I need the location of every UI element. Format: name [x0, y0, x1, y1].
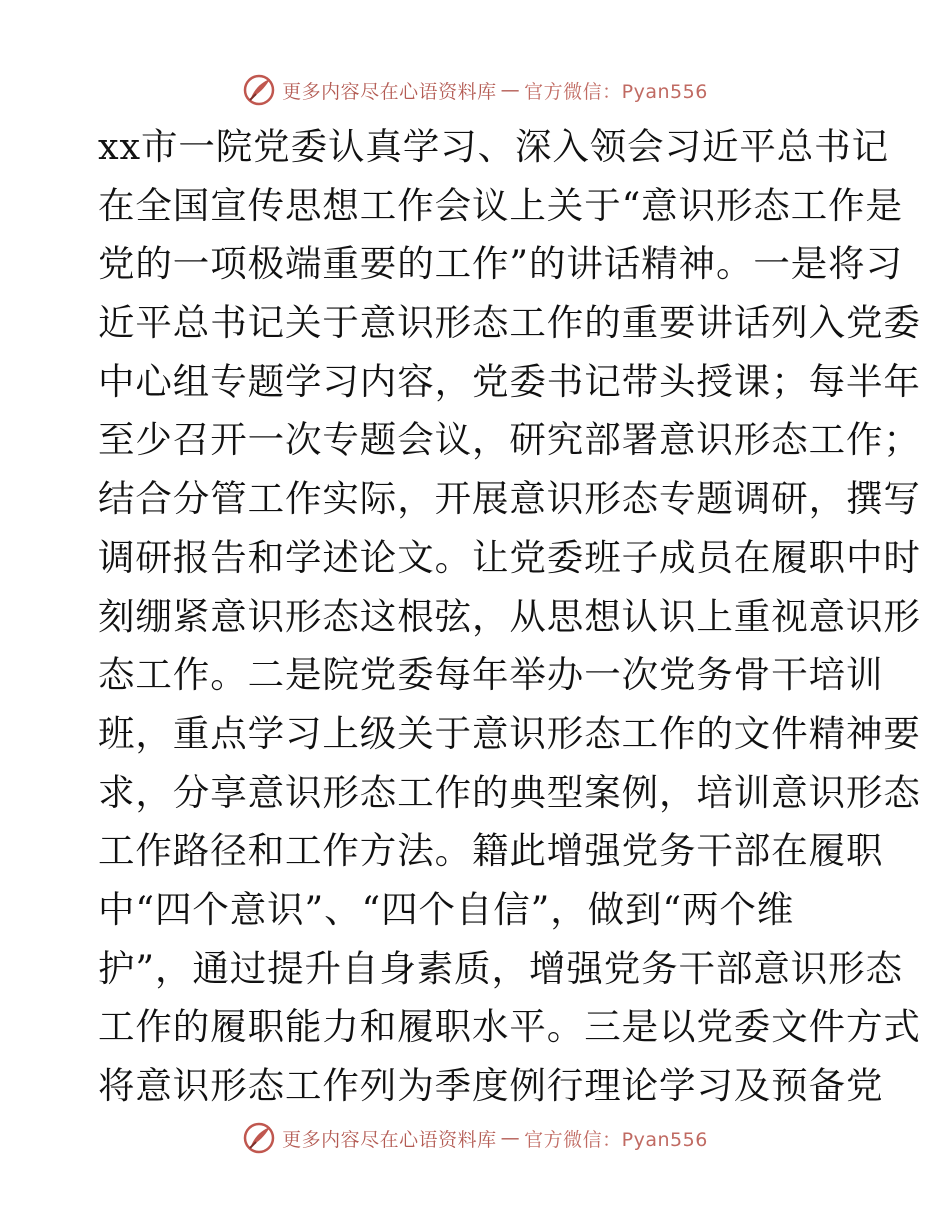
text-line: 中心组专题学习内容，党委书记带头授课；每半年	[98, 359, 921, 403]
text-line: 党的一项极端重要的工作”的讲话精神。一是将习	[98, 242, 903, 286]
header-banner	[0, 70, 950, 110]
text-line: 近平总书记关于意识形态工作的重要讲话列入党委	[98, 301, 921, 345]
banner-wechat: 官方微信：Pyan556	[524, 80, 708, 103]
text-line: 刻绷紧意识形态这根弦，从思想认识上重视意识形	[98, 594, 921, 638]
text-line: 中“四个意识”、“四个自信”，做到“两个维	[98, 887, 795, 931]
banner-text: 更多内容尽在心语资料库	[282, 1128, 497, 1151]
text-line: 调研报告和学述论文。让党委班子成员在履职中时	[98, 535, 921, 579]
text-line: 结合分管工作实际，开展意识形态专题调研，撰写	[98, 477, 921, 521]
text-line: 工作的履职能力和履职水平。三是以党委文件方式	[98, 1005, 921, 1049]
banner-separator: —	[500, 79, 521, 101]
text-line: 态工作。二是院党委每年举办一次党务骨干培训	[98, 653, 884, 697]
banner-text: 更多内容尽在心语资料库	[282, 80, 497, 103]
footer-banner	[0, 1118, 950, 1158]
text-line: 护”，通过提升自身素质，增强党务干部意识形态	[98, 946, 903, 990]
quill-logo-icon	[242, 73, 276, 107]
text-line: 将意识形态工作列为季度例行理论学习及预备党	[98, 1064, 884, 1107]
banner-wechat: 官方微信：Pyan556	[524, 1128, 708, 1151]
quill-logo-icon	[242, 1121, 276, 1155]
document-body	[98, 118, 921, 1116]
text-line: xx市一院党委认真学习、深入领会习近平总书记	[98, 125, 889, 168]
text-line: 班，重点学习上级关于意识形态工作的文件精神要	[98, 711, 921, 755]
banner-separator: —	[500, 1127, 521, 1149]
text-line: 至少召开一次专题会议，研究部署意识形态工作；	[98, 418, 921, 462]
text-line: 在全国宣传思想工作会议上关于“意识形态工作是	[98, 183, 903, 227]
text-line: 求，分享意识形态工作的典型案例，培训意识形态	[98, 770, 921, 814]
text-line: 工作路径和工作方法。籍此增强党务干部在履职	[98, 829, 884, 873]
